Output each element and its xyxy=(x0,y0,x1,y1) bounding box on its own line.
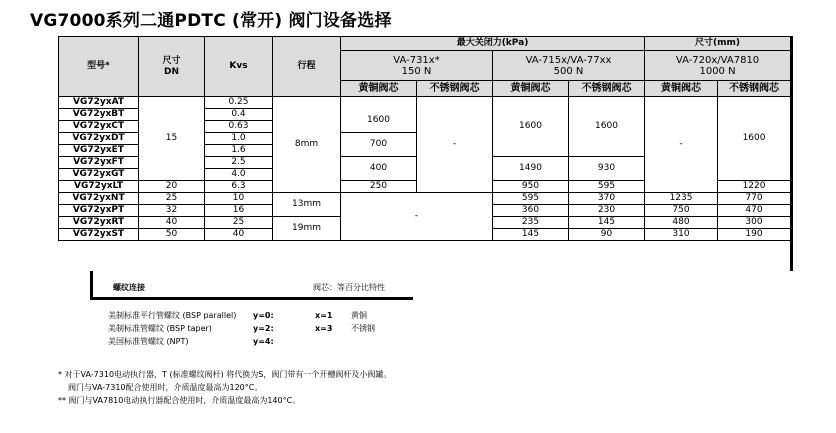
code-desc: 美国标准管螺纹 (NPT) xyxy=(108,337,189,346)
va720-ss-cell: 770 xyxy=(718,193,791,205)
kvs-cell: 1.6 xyxy=(205,145,273,157)
model-cell: VG72yxGT xyxy=(59,169,139,181)
kvs-cell: 40 xyxy=(205,229,273,241)
header-size-dn: 尺寸 DN xyxy=(139,37,205,97)
va715-brass-cell: 595 xyxy=(493,193,569,205)
dn-cell: 50 xyxy=(139,229,205,241)
va715-ss-cell: 1600 xyxy=(569,97,645,157)
va715-ss-cell: 370 xyxy=(569,193,645,205)
va720-brass-cell: 310 xyxy=(645,229,718,241)
code-y: y=4: xyxy=(253,337,274,346)
kvs-cell: 2.5 xyxy=(205,157,273,169)
header-max-close-force: 最大关闭力(kPa) xyxy=(341,37,645,51)
va715-ss-cell: 145 xyxy=(569,217,645,229)
va715-brass-cell: 360 xyxy=(493,205,569,217)
va715-brass-cell: 145 xyxy=(493,229,569,241)
valve-selection-table xyxy=(58,36,791,241)
va715-brass-cell: 950 xyxy=(493,181,569,193)
header-brass-core: 黄铜阀芯 xyxy=(493,81,569,97)
header-brass-core: 黄铜阀芯 xyxy=(645,81,718,97)
header-ss-core: 不锈钢阀芯 xyxy=(569,81,645,97)
table-row xyxy=(59,97,791,109)
va731-ss-cell: - xyxy=(417,97,493,193)
model-cell: VG72yxAT xyxy=(59,97,139,109)
va731-brass-cell: 400 xyxy=(341,157,417,181)
dn-cell: 25 xyxy=(139,193,205,205)
legend-box xyxy=(90,271,413,300)
header-actuator-va731: VA-731x* 150 N xyxy=(341,51,493,81)
va720-ss-cell: 470 xyxy=(718,205,791,217)
list-item xyxy=(108,322,408,335)
legend-thread-connection: 螺纹连接 xyxy=(113,283,145,292)
footnote-1: * 对于VA-7310电动执行器，T (标准螺纹阀杆) 将代换为S，阀门带有一个开槽阀杆及小阀罐。 xyxy=(58,370,392,379)
va715-ss-cell: 595 xyxy=(569,181,645,193)
va720-brass-cell: - xyxy=(645,97,718,193)
dn-cell: 32 xyxy=(139,205,205,217)
footnote-1-cont: 阀门与VA-7310配合使用时，介质温度最高为120°C。 xyxy=(68,383,263,392)
model-cell: VG72yxET xyxy=(59,145,139,157)
model-cell: VG72yxST xyxy=(59,229,139,241)
code-y: y=2: xyxy=(253,324,274,333)
selection-table-container xyxy=(58,36,793,271)
kvs-cell: 1.0 xyxy=(205,133,273,145)
header-dimension: 尺寸(mm) xyxy=(645,37,791,51)
va731-cell: - xyxy=(341,193,493,241)
model-cell: VG72yxBT xyxy=(59,109,139,121)
stroke-cell: 8mm xyxy=(273,97,341,193)
dn-cell: 20 xyxy=(139,181,205,193)
va720-brass-cell: 480 xyxy=(645,217,718,229)
va720-ss-cell: 300 xyxy=(718,217,791,229)
model-cell: VG72yxRT xyxy=(59,217,139,229)
header-kvs: Kvs xyxy=(205,37,273,97)
stroke-cell: 19mm xyxy=(273,217,341,241)
code-material: 黄铜 xyxy=(351,311,367,320)
model-cell: VG72yxPT xyxy=(59,205,139,217)
va720-ss-cell: 1600 xyxy=(718,97,791,181)
kvs-cell: 0.25 xyxy=(205,97,273,109)
va715-ss-cell: 230 xyxy=(569,205,645,217)
footnotes xyxy=(58,368,391,407)
va731-brass-cell: 1600 xyxy=(341,109,417,133)
kvs-cell: 16 xyxy=(205,205,273,217)
header-ss-core: 不锈钢阀芯 xyxy=(417,81,493,97)
kvs-cell: 6.3 xyxy=(205,181,273,193)
header-model: 型号* xyxy=(59,37,139,97)
header-ss-core: 不锈钢阀芯 xyxy=(718,81,791,97)
code-desc: 美制标准管螺纹 (BSP taper) xyxy=(108,324,212,333)
model-cell: VG72yxDT xyxy=(59,133,139,145)
va731-brass-cell: 700 xyxy=(341,133,417,157)
legend-valve-core: 阀芯：等百分比特性 xyxy=(313,283,385,292)
kvs-cell: 0.63 xyxy=(205,121,273,133)
kvs-cell: 25 xyxy=(205,217,273,229)
code-x: x=1 xyxy=(315,311,333,320)
model-cell: VG72yxFT xyxy=(59,157,139,169)
kvs-cell: 10 xyxy=(205,193,273,205)
va715-brass-cell: 1490 xyxy=(493,157,569,181)
va731-brass-cell: 250 xyxy=(341,181,417,193)
header-brass-core: 黄铜阀芯 xyxy=(341,81,417,97)
dn-cell: 15 xyxy=(139,97,205,181)
code-y: y=0: xyxy=(253,311,274,320)
model-cell: VG72yxNT xyxy=(59,193,139,205)
va720-ss-cell: 1220 xyxy=(718,181,791,193)
va715-brass-cell: 1600 xyxy=(493,97,569,157)
code-material: 不锈钢 xyxy=(351,324,375,333)
va715-brass-cell: 235 xyxy=(493,217,569,229)
code-list xyxy=(108,309,408,348)
list-item xyxy=(108,335,408,348)
table-row xyxy=(59,193,791,205)
footnote-2: ** 阀门与VA7810电动执行器配合使用时，介质温度最高为140°C。 xyxy=(58,396,301,405)
header-actuator-va715: VA-715x/VA-77xx 500 N xyxy=(493,51,645,81)
kvs-cell: 0.4 xyxy=(205,109,273,121)
list-item xyxy=(108,309,408,322)
code-x: x=3 xyxy=(315,324,333,333)
code-desc: 美制标准平行管螺纹 (BSP parallel) xyxy=(108,311,237,320)
kvs-cell: 4.0 xyxy=(205,169,273,181)
model-cell: VG72yxCT xyxy=(59,121,139,133)
header-stroke: 行程 xyxy=(273,37,341,97)
model-cell: VG72yxLT xyxy=(59,181,139,193)
va715-ss-cell: 90 xyxy=(569,229,645,241)
page-title: VG7000系列二通PDTC (常开) 阀门设备选择 xyxy=(30,11,392,31)
dn-cell: 40 xyxy=(139,217,205,229)
stroke-cell: 13mm xyxy=(273,193,341,217)
va720-brass-cell: 750 xyxy=(645,205,718,217)
va720-ss-cell: 190 xyxy=(718,229,791,241)
header-actuator-va720: VA-720x/VA7810 1000 N xyxy=(645,51,791,81)
va720-brass-cell: 1235 xyxy=(645,193,718,205)
va715-ss-cell: 930 xyxy=(569,157,645,181)
